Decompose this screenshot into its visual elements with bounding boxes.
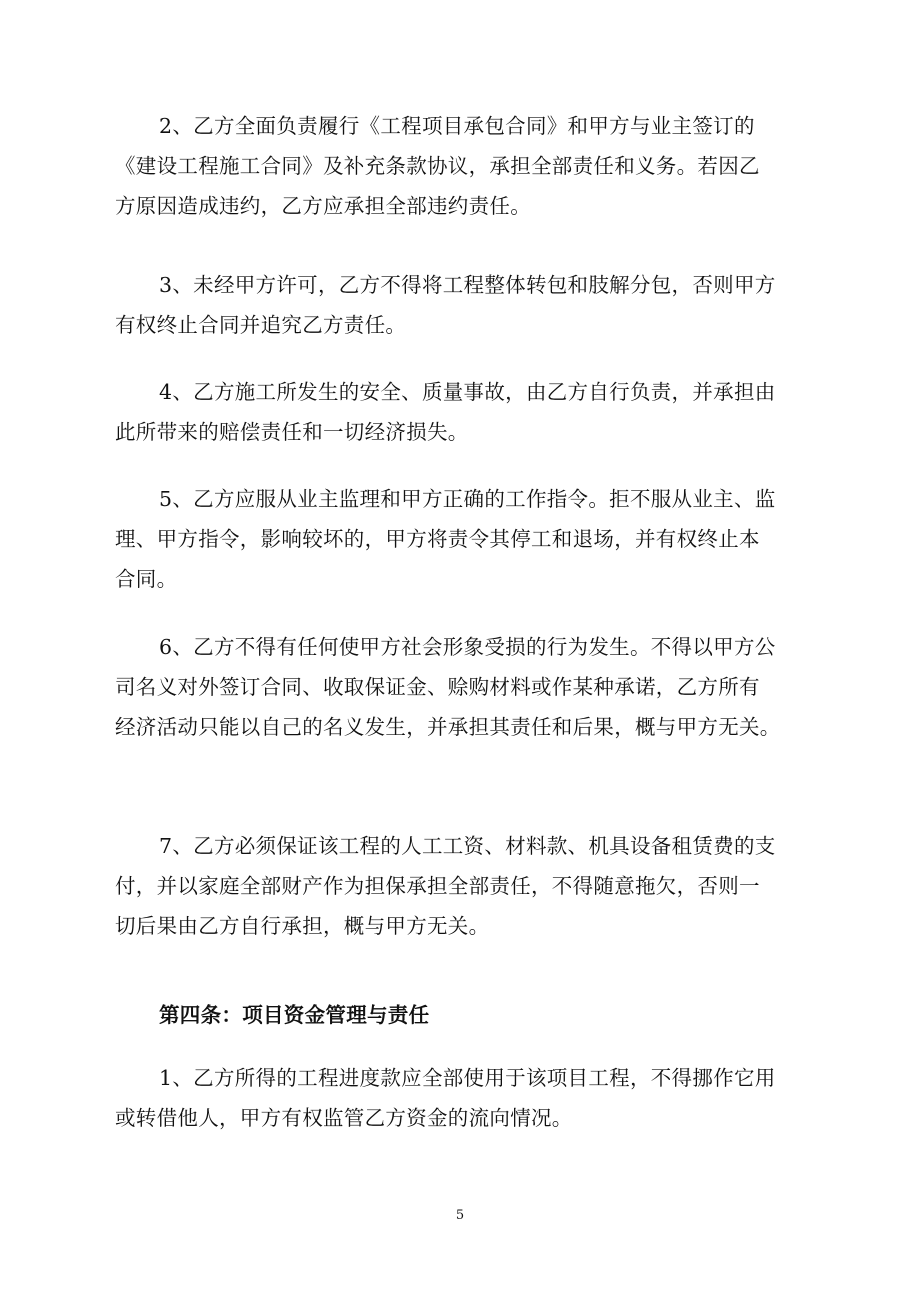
paragraph-line: 3、未经甲方许可，乙方不得将工程整体转包和肢解分包，否则甲方: [159, 273, 776, 297]
clause-paragraph-5: [115, 479, 805, 599]
paragraph-line: 2、乙方全面负责履行《工程项目承包合同》和甲方与业主签订的: [159, 114, 755, 138]
clause-paragraph-2: [115, 106, 805, 226]
clause-paragraph-4: [115, 372, 805, 452]
paragraph-line: 5、乙方应服从业主监理和甲方正确的工作指令。拒不服从业主、监: [159, 487, 776, 511]
page-number: 5: [455, 1208, 465, 1223]
paragraph-line: 经济活动只能以自己的名义发生，并承担其责任和后果，概与甲方无关。: [115, 715, 781, 739]
paragraph-line: 6、乙方不得有任何使甲方社会形象受损的行为发生。不得以甲方公: [159, 635, 776, 659]
paragraph-line: 合同。: [115, 567, 178, 591]
clause-paragraph-4-1: [115, 1058, 805, 1138]
paragraph-line: 《建设工程施工合同》及补充条款协议，承担全部责任和义务。若因乙: [115, 154, 760, 178]
paragraph-line: 付，并以家庭全部财产作为担保承担全部责任，不得随意拖欠，否则一: [115, 874, 760, 898]
paragraph-line: 切后果由乙方自行承担，概与甲方无关。: [115, 914, 490, 938]
paragraph-line: 7、乙方必须保证该工程的人工工资、材料款、机具设备租赁费的支: [159, 834, 776, 858]
paragraph-line: 4、乙方施工所发生的安全、质量事故，由乙方自行负责，并承担由: [159, 380, 776, 404]
clause-paragraph-7: [115, 826, 805, 946]
clause-paragraph-6: [115, 627, 805, 747]
paragraph-line: 此所带来的赔偿责任和一切经济损失。: [115, 420, 469, 444]
clause-paragraph-3: [115, 265, 805, 345]
paragraph-line: 1、乙方所得的工程进度款应全部使用于该项目工程，不得挪作它用: [159, 1066, 776, 1090]
paragraph-line: 方原因造成违约，乙方应承担全部违约责任。: [115, 194, 531, 218]
paragraph-line: 理、甲方指令，影响较坏的，甲方将责令其停工和退场，并有权终止本: [115, 527, 760, 551]
paragraph-line: 有权终止合同并追究乙方责任。: [115, 313, 407, 337]
section-heading: 第四条：项目资金管理与责任: [159, 1003, 430, 1027]
paragraph-line: 或转借他人，甲方有权监管乙方资金的流向情况。: [115, 1106, 573, 1130]
paragraph-line: 司名义对外签订合同、收取保证金、赊购材料或作某种承诺，乙方所有: [115, 675, 760, 699]
